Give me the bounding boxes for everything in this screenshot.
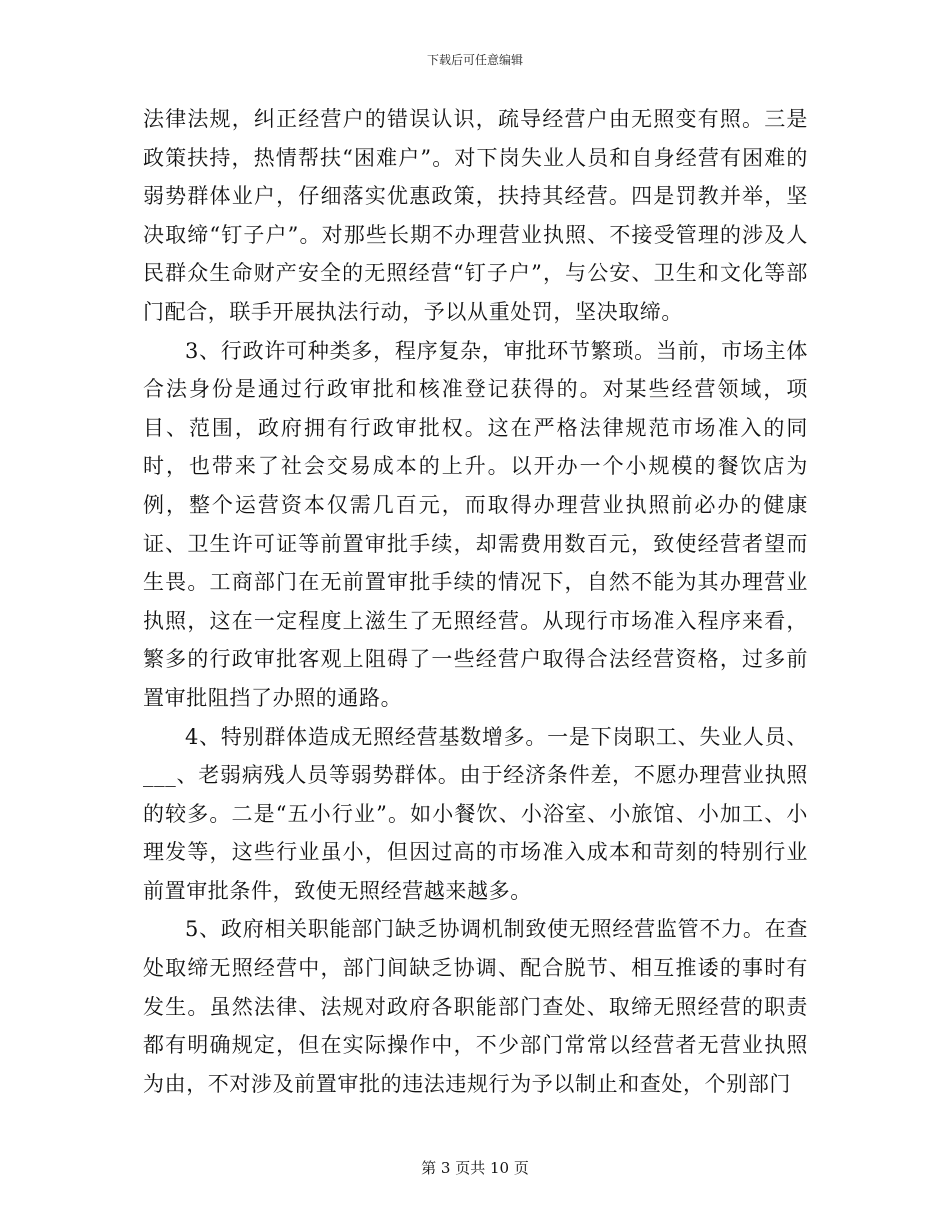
paragraph-item-4: 4、特别群体造成无照经营基数增多。一是下岗职工、失业人员、___、老弱病残人员等弱势群体。由于经济条件差，不愿办理营业执照的较多。二是“五小行业”。如小餐饮、小浴室、小旅馆、小加工、小理发等，这些行业虽小，但因过高的市场准入成本和苛刻的特别行业前置审批条件，致使无照经营越来越多。	[143, 724, 808, 903]
paragraph-item-5: 5、政府相关职能部门缺乏协调机制致使无照经营监管不力。在查处取缔无照经营中，部门间缺乏协调、配合脱节、相互推诿的事时有发生。虽然法律、法规对政府各职能部门查处、取缔无照经营的职责都有明确规定，但在实际操作中，不少部门常常以经营者无营业执照为由，不对涉及前置审批的违法违规行为予以制止和查处，个别部门	[143, 917, 808, 1096]
paragraph-continuation: 法律法规，纠正经营户的错误认识，疏导经营户由无照变有照。三是政策扶持，热情帮扶“困难户”。对下岗失业人员和自身经营有困难的弱势群体业户，仔细落实优惠政策，扶持其经营。四是罚教并举，坚决取缔“钉子户”。对那些长期不办理营业执照、不接受管理的涉及人民群众生命财产安全的无照经营“钉子户”，与公安、卫生和文化等部门配合，联手开展执法行动，予以从重处罚，坚决取缔。	[143, 107, 808, 324]
page-header	[0, 52, 950, 68]
document-body	[143, 100, 808, 1103]
paragraph-item-3: 3、行政许可种类多，程序复杂，审批环节繁琐。当前，市场主体合法身份是通过行政审批和核准登记获得的。对某些经营领域，项目、范围，政府拥有行政审批权。这在严格法律规范市场准入的同时，也带来了社会交易成本的上升。以开办一个小规模的餐饮店为例，整个运营资本仅需几百元，而取得办理营业执照前必办的健康证、卫生许可证等前置审批手续，却需费用数百元，致使经营者望而生畏。工商部门在无前置审批手续的情况下，自然不能为其办理营业执照，这在一定程度上滋生了无照经营。从现行市场准入程序来看，繁多的行政审批客观上阻碍了一些经营户取得合法经营资格，过多前置审批阻挡了办照的通路。	[143, 338, 808, 710]
page-footer	[0, 1158, 950, 1178]
page-number: 第 3 页共 10 页	[421, 1159, 529, 1177]
header-note: 下载后可任意编辑	[426, 53, 523, 67]
